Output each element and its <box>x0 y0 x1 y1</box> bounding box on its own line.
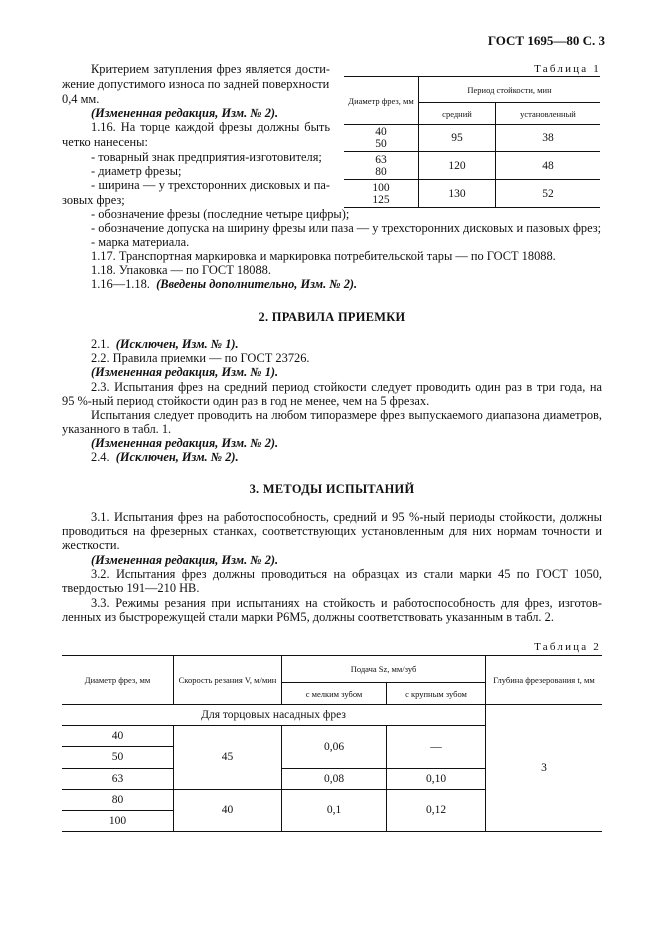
table2-cell-diameter: 100 <box>62 811 174 832</box>
page-header: ГОСТ 1695—80 С. 3 <box>487 33 605 48</box>
list-item: - обозначение допуска на ширину фрезы или паза — у трехсторонних дисковых и пазовых фрез; <box>91 221 602 235</box>
paragraph-line: 2.4. (Исключен, Изм. № 2). <box>91 450 239 464</box>
amendment-note: (Измененная редакция, Изм. № 2). <box>91 553 279 567</box>
list-item: зовых фрез; <box>62 193 125 207</box>
table2-header-depth: Глубина фрезерования t, мм <box>486 656 603 705</box>
paragraph-line: 2.3. Испытания фрез на средний период стойкости следует проводить один раз в три года, на <box>91 380 602 394</box>
table2-cell-speed: 45 <box>174 726 282 790</box>
table2-cell-fine: 0,1 <box>282 790 387 832</box>
table1-cell-avg: 130 <box>419 180 496 208</box>
table2-cell-diameter: 40 <box>62 726 174 747</box>
table1-header-set: установленный <box>496 103 601 125</box>
list-item: - обозначение фрезы (последние четыре цифры); <box>91 207 350 221</box>
table2-cell-coarse: 0,12 <box>387 790 486 832</box>
paragraph-line: 2.1. (Исключен, Изм. № 1). <box>91 337 239 351</box>
amendment-note: (Введены дополнительно, Изм. № 2). <box>156 277 358 291</box>
table2-cell-depth: 3 <box>486 705 603 832</box>
table1-header-period: Период стойкости, мин <box>419 77 601 103</box>
table1-caption: Таблица 1 <box>534 63 601 75</box>
paragraph-line: жение допустимого износа по задней поверхности <box>62 77 330 91</box>
list-item: - товарный знак предприятия-изготовителя; <box>91 150 322 164</box>
paragraph-line: ленных из быстрорежущей стали марки Р6М5, должны соответствовать указанным в табл. 2. <box>62 610 554 624</box>
paragraph-line: 1.16—1.18. (Введены дополнительно, Изм. № 2). <box>91 277 358 291</box>
list-item: - диаметр фрезы; <box>91 164 182 178</box>
table2-cell-coarse: — <box>387 726 486 769</box>
section-title: 2. ПРАВИЛА ПРИЕМКИ <box>258 310 406 324</box>
table1-cell-set: 52 <box>496 180 601 208</box>
table1 <box>344 76 600 208</box>
table2-header-feed: Подача Sz, мм/зуб <box>282 656 486 683</box>
paragraph-line: 2.2. Правила приемки — по ГОСТ 23726. <box>91 351 310 365</box>
paragraph-line: проводиться на фрезерных станках, соответствующих установленным для них нормам точности и <box>62 524 602 538</box>
table1-cell-set: 48 <box>496 152 601 180</box>
section-title: 3. МЕТОДЫ ИСПЫТАНИЙ <box>249 482 415 496</box>
paragraph-line: Испытания следует проводить на любом типоразмере фрез выпускаемого диапазона диаметров, <box>91 408 602 422</box>
amendment-note: (Измененная редакция, Изм. № 1). <box>91 365 279 379</box>
table1-cell-diameter: 40 50 <box>344 125 419 152</box>
table2-group-label: Для торцовых насадных фрез <box>62 705 486 726</box>
table2-cell-diameter: 80 <box>62 790 174 811</box>
paragraph-line: четко нанесены: <box>62 135 148 149</box>
paragraph-line: 1.16. На торце каждой фрезы должны быть <box>91 120 330 134</box>
table2-header-speed: Скорость резания V, м/мин <box>174 656 282 705</box>
table-row <box>344 152 600 180</box>
table1-header-avg: средний <box>419 103 496 125</box>
paragraph-line: твердостью 191—210 НВ. <box>62 581 200 595</box>
table-row <box>344 125 600 152</box>
table1-cell-avg: 120 <box>419 152 496 180</box>
table2-cell-coarse: 0,10 <box>387 769 486 790</box>
table2-cell-diameter: 63 <box>62 769 174 790</box>
paragraph-line: Критерием затупления фрез является дости- <box>91 62 330 76</box>
amendment-note: (Измененная редакция, Изм. № 2). <box>91 106 279 120</box>
table2 <box>62 655 602 832</box>
table2-cell-diameter: 50 <box>62 747 174 769</box>
table2-cell-fine: 0,06 <box>282 726 387 769</box>
table2-cell-fine: 0,08 <box>282 769 387 790</box>
paragraph-line: жесткости. <box>62 538 120 552</box>
table-row <box>344 180 600 208</box>
list-item: - ширина — у трехсторонних дисковых и па- <box>91 178 330 192</box>
table1-cell-diameter: 63 80 <box>344 152 419 180</box>
paragraph-line: 0,4 мм. <box>62 92 100 106</box>
paragraph-line: 3.3. Режимы резания при испытаниях на стойкость и работоспособность для фрез, изготов- <box>91 596 602 610</box>
table2-caption: Таблица 2 <box>534 641 601 653</box>
paragraph-line: 1.17. Транспортная маркировка и маркировка потребительской тары — по ГОСТ 18088. <box>91 249 556 263</box>
table2-header-coarse: с крупным зубом <box>387 683 486 705</box>
table1-cell-diameter: 100 125 <box>344 180 419 208</box>
table2-header-diameter: Диаметр фрез, мм <box>62 656 174 705</box>
table1-header-diameter: Диаметр фрез, мм <box>344 77 419 125</box>
table1-cell-avg: 95 <box>419 125 496 152</box>
paragraph-line: 3.1. Испытания фрез на работоспособность, средний и 95 %-ный периоды стойкости, должны <box>91 510 602 524</box>
amendment-note: (Измененная редакция, Изм. № 2). <box>91 436 279 450</box>
table2-cell-speed: 40 <box>174 790 282 832</box>
paragraph-line: 3.2. Испытания фрез должны проводиться на образцах из стали марки 45 по ГОСТ 1050, <box>91 567 602 581</box>
paragraph-line: 95 %-ный период стойкости один раз в год не менее, чем на 5 фрезах. <box>62 394 430 408</box>
list-item: - марка материала. <box>91 235 190 249</box>
paragraph-line: 1.18. Упаковка — по ГОСТ 18088. <box>91 263 271 277</box>
table1-cell-set: 38 <box>496 125 601 152</box>
paragraph-line: указанного в табл. 1. <box>62 422 172 436</box>
table2-header-fine: с мелким зубом <box>282 683 387 705</box>
